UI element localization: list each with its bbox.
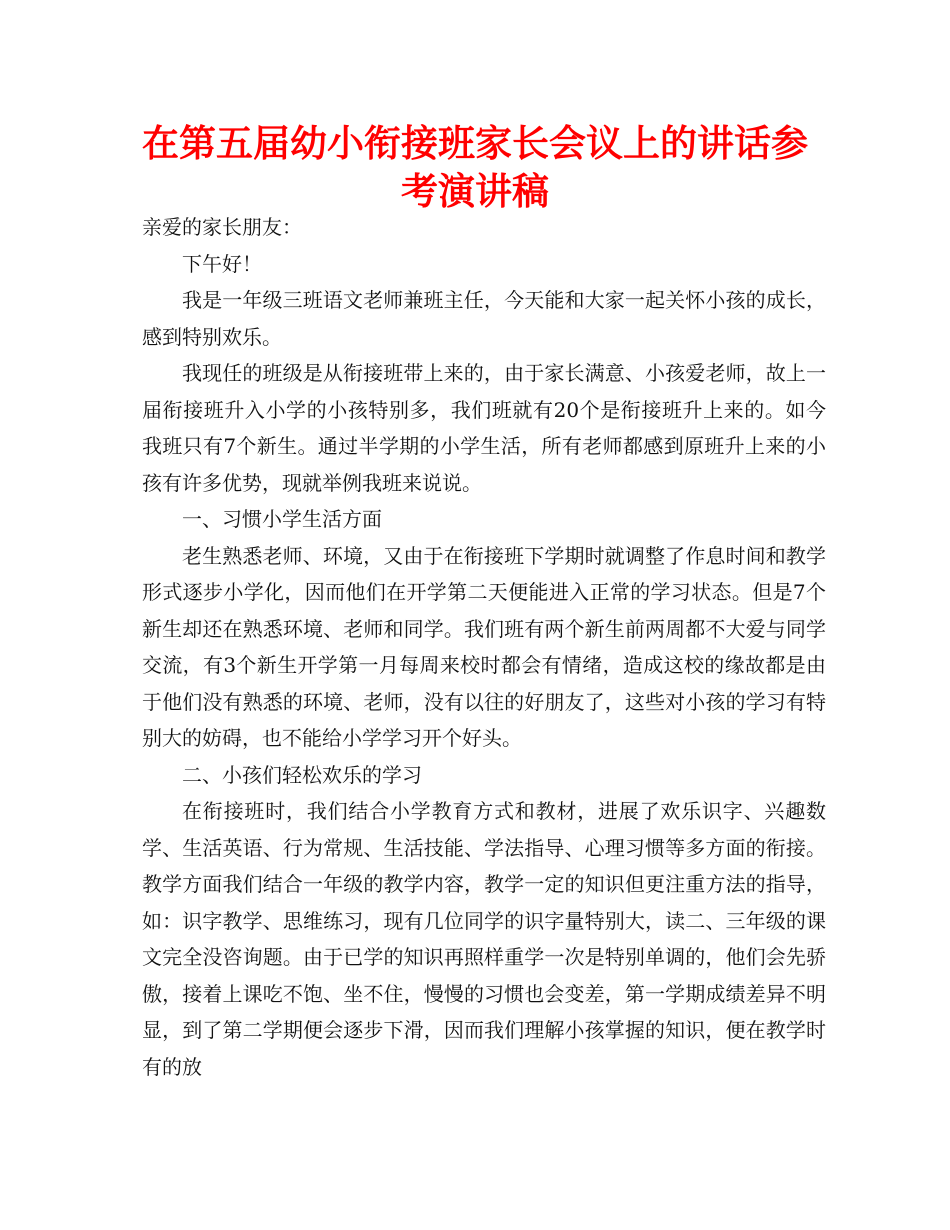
paragraph-section-2: 在衔接班时，我们结合小学教育方式和教材，进展了欢乐识字、兴趣数学、生活英语、行为常规、生活技能、学法指导、心理习惯等多方面的衔接。教学方面我们结合一年级的教学内容，教学一定的知识但更注重方法的指导，如：识字教学、思维练习，现有几位同学的识字量特别大，读二、三年级的课文完全没咨询题。由于已学的知识再照样重学一次是特别单调的，他们会先骄傲，接着上课吃不饱、坐不住，慢慢的习惯也会变差，第一学期成绩差异不明显，到了第二学期便会逐步下滑，因而我们理解小孩掌握的知识，便在教学时有的放 xyxy=(142,799,826,1079)
paragraph-section-1: 老生熟悉老师、环境，又由于在衔接班下学期时就调整了作息时间和教学形式逐步小学化，因而他们在开学第二天便能进入正常的学习状态。但是7个新生却还在熟悉环境、老师和同学。我们班有两个新生前两周都不大爱与同学交流，有3个新生开学第一月每周来校时都会有情绪，造成这校的缘故都是由于他们没有熟悉的环境、老师，没有以往的好朋友了，这些对小孩的学习有特别大的妨碍，也不能给小学学习开个好头。 xyxy=(142,543,826,750)
paragraph-introduction: 我是一年级三班语文老师兼班主任，今天能和大家一起关怀小孩的成长，感到特别欢乐。 xyxy=(142,288,826,349)
document-body xyxy=(142,209,826,1085)
title-line-2: 考演讲稿 xyxy=(401,170,549,213)
paragraph-class-background: 我现任的班级是从衔接班带上来的，由于家长满意、小孩爱老师，故上一届衔接班升入小学的小孩特别多，我们班就有20个是衔接班升上来的。如今我班只有7个新生。通过半学期的小学生活，所有老师都感到原班升上来的小孩有许多优势，现就举例我班来说说。 xyxy=(142,361,826,495)
title-line-1: 在第五届幼小衔接班家长会议上的讲话参 xyxy=(142,122,808,165)
paragraph-greeting: 下午好！ xyxy=(182,251,262,276)
document-title xyxy=(100,120,850,216)
section-heading-1: 一、习惯小学生活方面 xyxy=(182,507,382,531)
section-heading-2: 二、小孩们轻松欢乐的学习 xyxy=(182,762,422,787)
salutation: 亲爱的家长朋友： xyxy=(142,215,302,239)
